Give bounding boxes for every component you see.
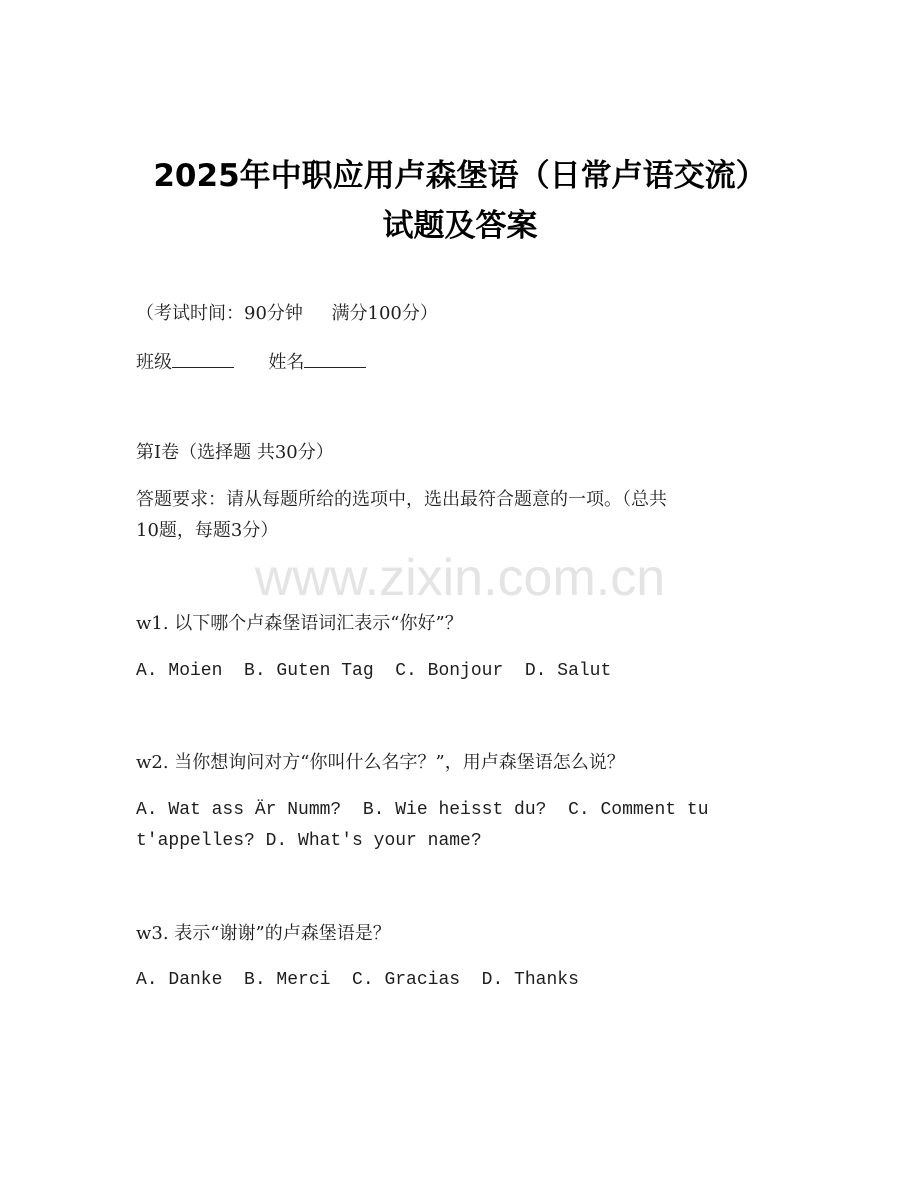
question-stem: w2. 当你想询问对方“你叫什么名字？”，用卢森堡语怎么说？ bbox=[136, 752, 625, 773]
class-blank bbox=[172, 349, 234, 368]
question-stem: w3. 表示“谢谢”的卢森堡语是？ bbox=[136, 923, 391, 944]
section-title: 第I卷（选择题 共30分） bbox=[136, 442, 334, 463]
name-label: 姓名 bbox=[268, 352, 305, 373]
question-options: A. Danke B. Merci C. Gracias D. Thanks bbox=[136, 970, 579, 990]
document-title-line1: 2025年中职应用卢森堡语（日常卢语交流） bbox=[153, 158, 767, 194]
question-options: A. Wat ass Är Numm? B. Wie heisst du? C. Comment tu bbox=[136, 800, 709, 820]
question-stem: w1. 以下哪个卢森堡语词汇表示“你好”？ bbox=[136, 613, 463, 634]
question-options-continued: t'appelles? D. What's your name? bbox=[136, 831, 482, 851]
document-title-line2: 试题及答案 bbox=[382, 208, 538, 244]
watermark: www.zixin.com.cn bbox=[254, 549, 666, 607]
instructions-line2: 10题，每题3分） bbox=[136, 520, 279, 541]
name-blank bbox=[304, 349, 366, 368]
question-options: A. Moien B. Guten Tag C. Bonjour D. Salut bbox=[136, 661, 612, 681]
instructions-line1: 答题要求：请从每题所给的选项中，选出最符合题意的一项。（总共 bbox=[136, 489, 667, 510]
class-label: 班级 bbox=[136, 352, 172, 373]
class-name-row bbox=[136, 349, 776, 375]
exam-info: （考试时间：90分钟 满分100分） bbox=[136, 303, 438, 324]
